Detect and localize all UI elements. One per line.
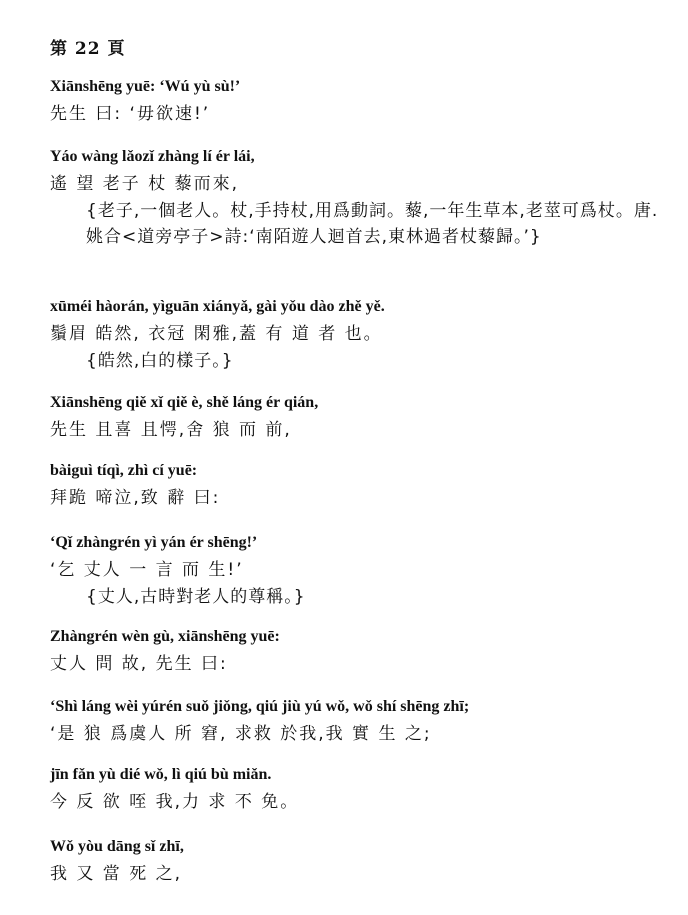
- annotation-note: {老子,一個老人。杖,手持杖,用爲動詞。藜,一年生草本,老莖可爲杖。唐.姚合<道旁亭子>詩:‘南陌遊人迴首去,東林過者杖藜歸。’}: [86, 201, 659, 247]
- chinese-line: ‘乞 丈人 一 言 而 生!’: [50, 560, 244, 580]
- pinyin-line: Zhàngrén wèn gù, xiānshēng yuē:: [50, 628, 280, 645]
- chinese-line: 遙 望 老子 杖 藜而來,: [50, 174, 240, 194]
- annotation-note: {皓然,白的樣子。}: [86, 351, 234, 371]
- pinyin-line: Xiānshēng qiě xǐ qiě è, shě láng ér qián,: [50, 394, 319, 411]
- chinese-line: 我 又 當 死 之,: [50, 864, 183, 884]
- pinyin-line: Wǒ yòu dāng sǐ zhī,: [50, 838, 184, 855]
- chinese-line: 今 反 欲 咥 我,力 求 不 免。: [50, 792, 300, 812]
- pinyin-line: Yáo wàng lǎozǐ zhàng lí ér lái,: [50, 148, 255, 165]
- page-header: 第 22 頁: [50, 39, 126, 59]
- pinyin-line: Xiānshēng yuē: ‘Wú yù sù!’: [50, 78, 241, 95]
- chinese-line: 先生 曰: ‘毋欲速!’: [50, 104, 211, 124]
- pinyin-line: ‘Shì láng wèi yúrén suǒ jiǒng, qiú jiù yú wǒ, wǒ shí shēng zhī;: [50, 698, 470, 715]
- chinese-line: ‘是 狼 爲虞人 所 窘, 求救 於我,我 實 生 之;: [50, 724, 432, 744]
- pinyin-line: xūméi hàorán, yìguān xiányǎ, gài yǒu dào zhě yě.: [50, 298, 385, 315]
- annotation-note: {丈人,古時對老人的尊稱。}: [86, 587, 306, 607]
- chinese-line: 拜跪 啼泣,致 辭 曰:: [50, 488, 221, 508]
- pinyin-line: ‘Qǐ zhàngrén yì yán ér shēng!’: [50, 534, 258, 551]
- pinyin-line: jīn fǎn yù dié wǒ, lì qiú bù miǎn.: [50, 766, 272, 783]
- chinese-line: 丈人 問 故, 先生 曰:: [50, 654, 228, 674]
- pinyin-line: bàiguì tíqì, zhì cí yuē:: [50, 462, 198, 479]
- chinese-line: 先生 且喜 且愕,舍 狼 而 前,: [50, 420, 292, 440]
- chinese-line: 鬚眉 皓然, 衣冠 閑雅,蓋 有 道 者 也。: [50, 324, 383, 344]
